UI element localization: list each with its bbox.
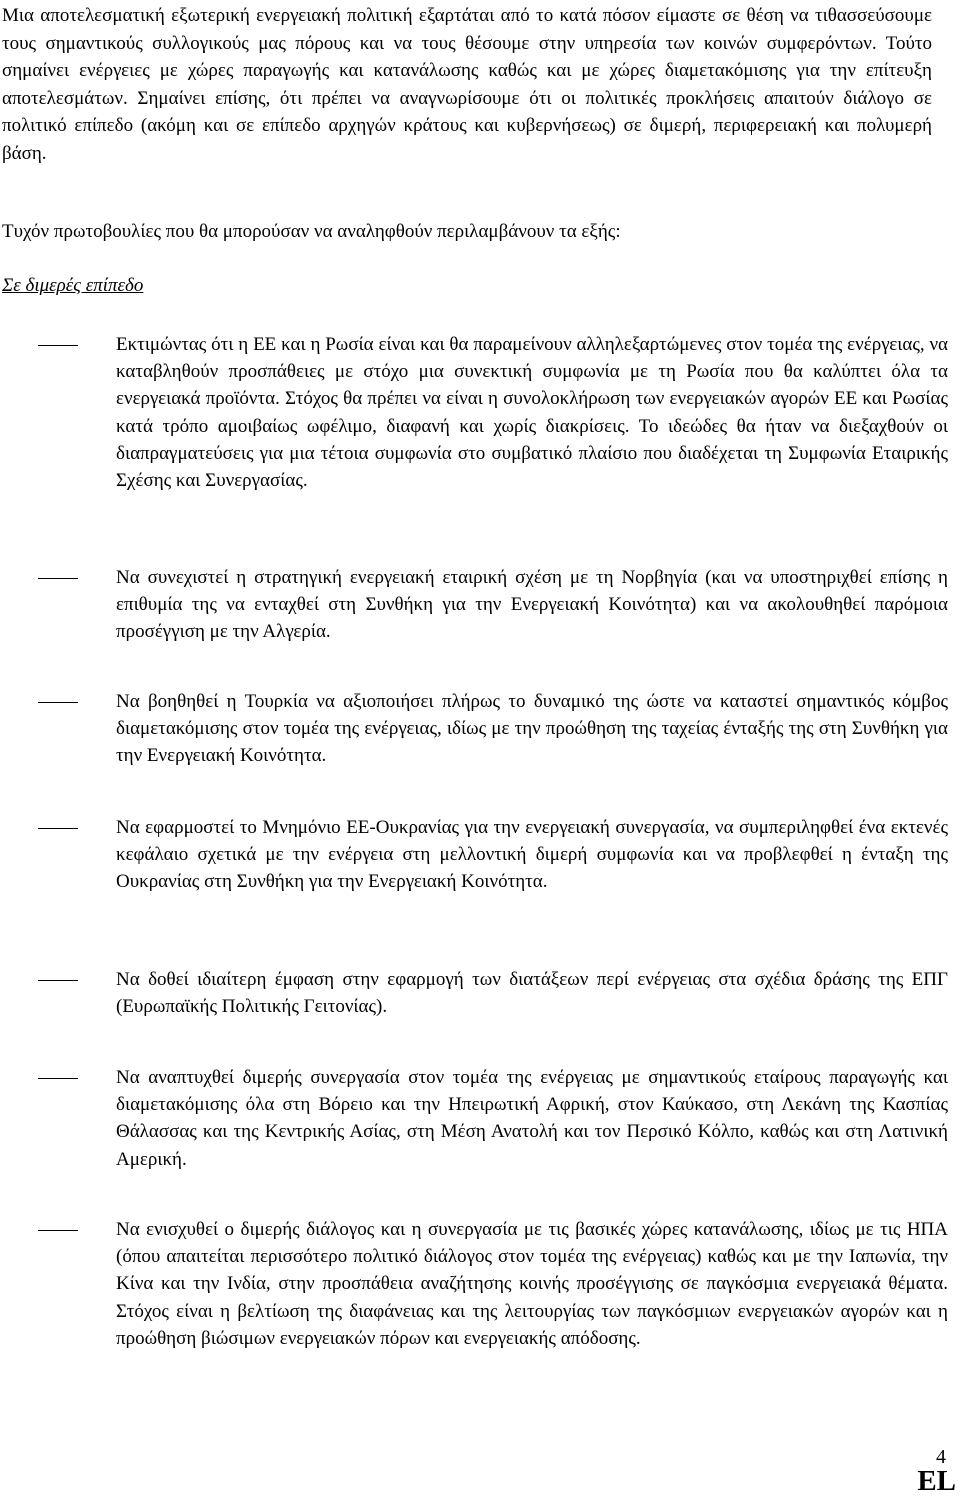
list-item-text: Να αναπτυχθεί διμερής συνεργασία στον τομέα της ενέργειας με σημαντικούς εταίρους παραγωγής και διαμετακόμισης όλα στη Βόρειο και την Ηπειρωτική Αφρική, στον Καύκασο, στη Λεκάνη της Κασπίας Θάλασσας και της Κεντρικής Ασίας, στη Μέση Ανατολή και τον Περσικό Κόλπο, καθώς και στη Λατινική Αμερική. — [116, 1067, 948, 1170]
dash-bullet-icon — [38, 828, 78, 829]
dash-bullet-icon — [38, 345, 78, 346]
language-code: EL — [917, 1465, 956, 1497]
intro-paragraph: Μια αποτελεσματική εξωτερική ενεργειακή πολιτική εξαρτάται από το κατά πόσον είμαστε σε θέση να τιθασσεύσουμε τους σημαντικούς συλλογικούς μας πόρους και να τους θέσουμε στην υπηρεσία των κοινών συμφερόντων. Τούτο σημαίνει ενέργειες με χώρες παραγωγής και κατανάλωσης καθώς και με χώρες διαμετακόμισης για την επίτευξη αποτελεσμάτων. Σημαίνει επίσης, ότι πρέπει να αναγνωρίσουμε ότι οι πολιτικές προκλήσεις απαιτούν διάλογο σε πολιτικό επίπεδο (ακόμη και σε επίπεδο αρχηγών κράτους και κυβερνήσεως) σε διμερή, περιφερειακή και πολυμερή βάση. — [2, 5, 932, 164]
dash-bullet-icon — [38, 578, 78, 579]
list-item-text: Να συνεχιστεί η στρατηγική ενεργειακή εταιρική σχέση με τη Νορβηγία (και να υποστηριχθεί επίσης η επιθυμία της να ενταχθεί στη Συνθήκη για την Ενεργειακή Κοινότητα) και να ακολουθηθεί παρόμοια προσέγγιση με την Αλγερία. — [116, 567, 948, 643]
list-item-text: Να δοθεί ιδιαίτερη έμφαση στην εφαρμογή των διατάξεων περί ενέργειας στα σχέδια δράσης της ΕΠΓ (Ευρωπαϊκής Πολιτικής Γειτονίας). — [116, 969, 948, 1018]
dash-bullet-icon — [38, 1230, 78, 1231]
lead-sentence: Τυχόν πρωτοβουλίες που θα μπορούσαν να αναληφθούν περιλαμβάνουν τα εξής: — [2, 221, 621, 242]
section-subheading: Σε διμερές επίπεδο — [2, 275, 144, 296]
dash-bullet-icon — [38, 1078, 78, 1079]
list-item-text: Να εφαρμοστεί το Μνημόνιο ΕΕ-Ουκρανίας για την ενεργειακή συνεργασία, να συμπεριληφθεί ένα εκτενές κεφάλαιο σχετικά με την ενέργεια στη μελλοντική διμερή συμφωνία και να προβλεφθεί η ένταξη της Ουκρανίας στη Συνθήκη για την Ενεργειακή Κοινότητα. — [116, 817, 948, 893]
list-item-text: Να βοηθηθεί η Τουρκία να αξιοποιήσει πλήρως το δυναμικό της ώστε να καταστεί σημαντικός κόμβος διαμετακόμισης στον τομέα της ενέργειας, ιδίως με την προώθηση της ταχείας ένταξής της στη Συνθήκη για την Ενεργειακή Κοινότητα. — [116, 691, 948, 767]
list-item-text: Εκτιμώντας ότι η ΕΕ και η Ρωσία είναι και θα παραμείνουν αλληλεξαρτώμενες στον τομέα της ενέργειας, να καταβληθούν προσπάθειες με στόχο μια συνεκτική συμφωνία με τη Ρωσία που θα καλύπτει όλα τα ενεργειακά προϊόντα. Στόχος θα πρέπει να είναι η συνολοκλήρωση των ενεργειακών αγορών ΕΕ και Ρωσίας κατά τρόπο αμοιβαίως ωφέλιμο, διαφανή και χωρίς διακρίσεις. Το ιδεώδες θα ήταν να διεξαχθούν οι διαπραγματεύσεις για μια τέτοια συμφωνία στο συμβατικό πλαίσιο που διαδέχεται τη Συμφωνία Εταιρικής Σχέσης και Συνεργασίας. — [116, 334, 948, 492]
dash-bullet-icon — [38, 980, 78, 981]
list-item-text: Να ενισχυθεί ο διμερής διάλογος και η συνεργασία με τις βασικές χώρες κατανάλωσης, ιδίως με τις ΗΠΑ (όπου απαιτείται περισσότερο πολιτικό διάλογος στον τομέα της ενέργειας) καθώς και με την Ιαπωνία, την Κίνα και την Ινδία, στην προσπάθεια αναζήτησης κοινής προσέγγισης σε παγκόσμια ενεργειακά θέματα. Στόχος είναι η βελτίωση της διαφάνειας και της λειτουργίας των παγκόσμιων ενεργειακών αγορών και η προώθηση βιώσιμων ενεργειακών πόρων και ενεργειακής απόδοσης. — [116, 1219, 948, 1349]
dash-bullet-icon — [38, 702, 78, 703]
page-number: 4 — [936, 1446, 946, 1468]
